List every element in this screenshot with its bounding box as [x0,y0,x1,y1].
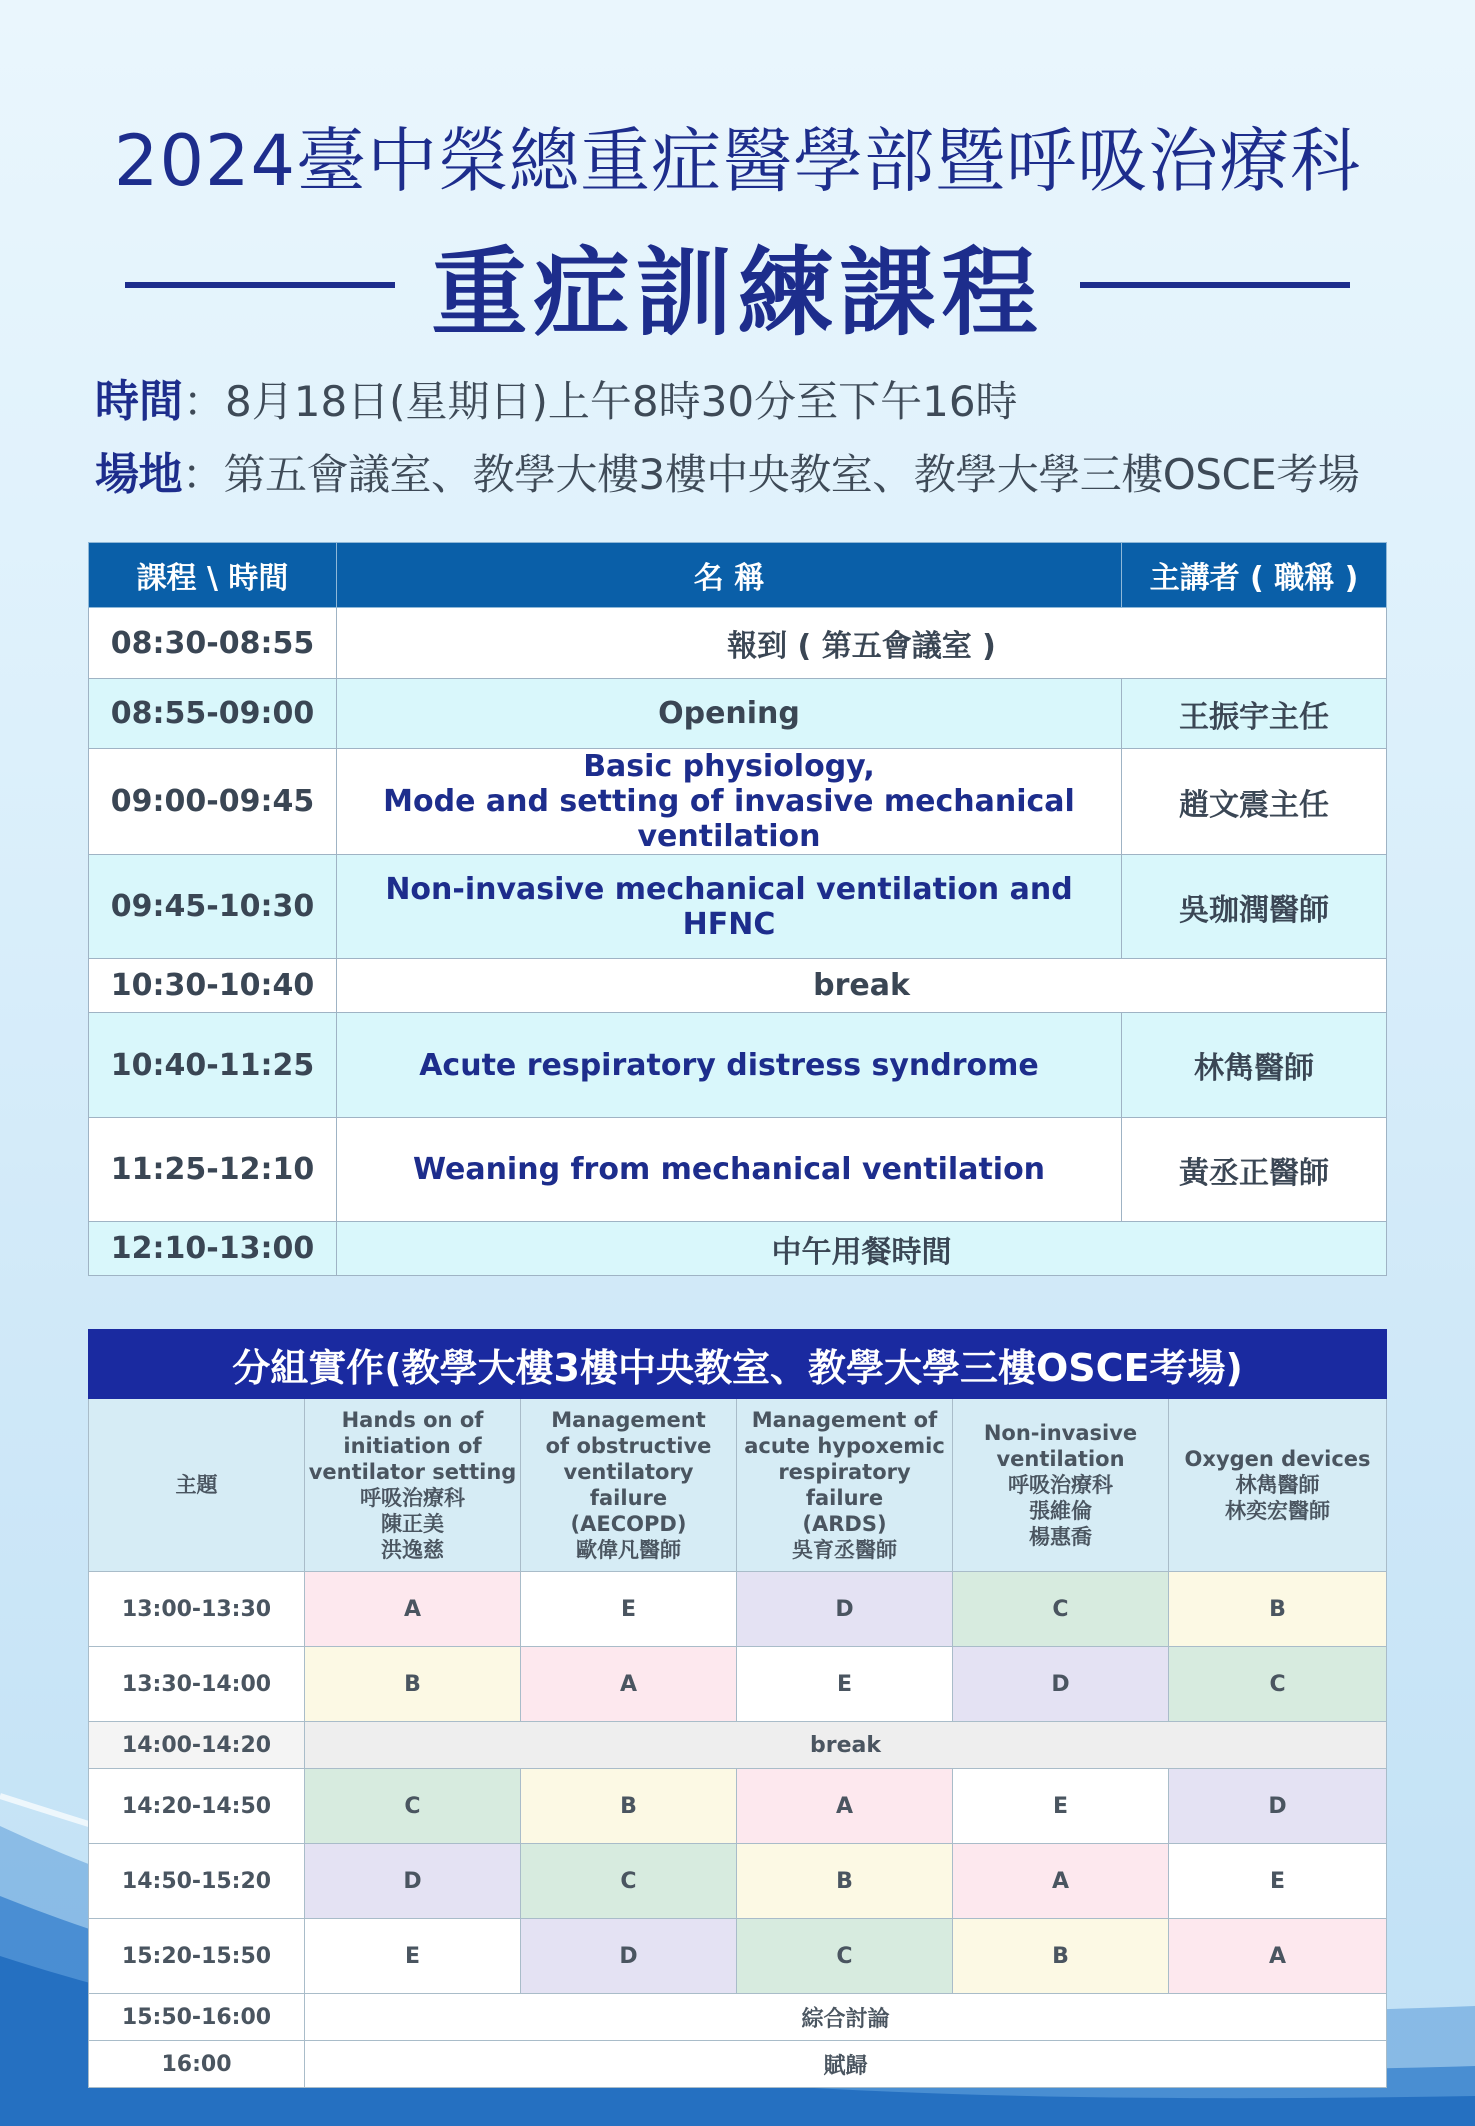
rotation-row [89,2041,1387,2088]
group-cell: B [1169,1572,1387,1647]
group-cell: E [953,1769,1169,1844]
break-cell: break [305,1722,1387,1769]
station-header [1169,1399,1387,1572]
station-header-line: 陳正美 [381,1512,444,1536]
group-cell: B [953,1919,1169,1994]
rotation-row [89,1722,1387,1769]
group-cell: A [953,1844,1169,1919]
rotation-time: 16:00 [89,2041,305,2088]
rotation-time: 15:20-15:50 [89,1919,305,1994]
table-row [89,1013,1387,1118]
time-value: ：8月18日(星期日)上午8時30分至下午16時 [183,377,1018,426]
course-title-line2: 重症訓練課程 [431,236,1044,349]
table-row [89,749,1387,855]
row-topic-line2: Mode and setting of invasive mechanical ventilation [383,784,1075,854]
group-cell: A [521,1647,737,1722]
table-row [89,855,1387,959]
time-label: 時間 [95,376,183,427]
group-cell: B [521,1769,737,1844]
row-topic-line1: Basic physiology, [583,749,875,784]
station-header-line: 林雋醫師 [1235,1473,1320,1497]
workshop-title-row [89,1330,1387,1399]
row-speaker: 趙文震主任 [1122,749,1387,855]
group-cell: A [1169,1919,1387,1994]
row-speaker: 吳珈潤醫師 [1122,855,1387,959]
group-cell: D [521,1919,737,1994]
group-cell: B [305,1647,521,1722]
course-title-line2-row [125,225,1350,349]
station-header [737,1399,953,1572]
group-cell: D [953,1647,1169,1722]
table-row [89,959,1387,1013]
station-header-line: ventilation [996,1447,1125,1471]
row-time: 10:30-10:40 [89,959,337,1013]
station-header-line: Hands on of [341,1408,484,1432]
station-header-line: 林奕宏醫師 [1225,1499,1331,1523]
rotation-row [89,1844,1387,1919]
row-time: 10:40-11:25 [89,1013,337,1118]
rotation-time: 13:30-14:00 [89,1647,305,1722]
group-cell: D [737,1572,953,1647]
group-cell: C [1169,1647,1387,1722]
rotation-row [89,1572,1387,1647]
row-topic: Weaning from mechanical ventilation [337,1118,1122,1222]
station-header-line: initiation of [343,1434,482,1458]
title-divider-left [125,282,395,288]
row-speaker: 黃丞正醫師 [1122,1118,1387,1222]
station-header-line: ventilator setting [308,1460,517,1484]
title-divider-right [1080,282,1350,288]
station-header-line: of obstructive [545,1434,712,1458]
table-row [89,1118,1387,1222]
column-header-topic: 名 稱 [337,543,1122,608]
rotation-row [89,1919,1387,1994]
station-header [953,1399,1169,1572]
station-header-line: acute hypoxemic [744,1434,945,1458]
rotation-time: 14:50-15:20 [89,1844,305,1919]
group-cell: C [305,1769,521,1844]
table-row [89,679,1387,749]
group-cell: E [521,1572,737,1647]
row-topic [337,749,1122,855]
discussion-cell: 綜合討論 [305,1994,1387,2041]
rotation-row [89,1994,1387,2041]
table-header-row [89,543,1387,608]
lecture-schedule-table [88,542,1387,1276]
station-header-line: 吳育丞醫師 [792,1538,897,1562]
station-header-line: Non-invasive [983,1421,1138,1445]
station-header [305,1399,521,1572]
theme-header: 主題 [89,1399,305,1572]
row-topic: Acute respiratory distress syndrome [337,1013,1122,1118]
column-header-speaker: 主講者 ( 職稱 ) [1122,543,1387,608]
station-header-line: 歐偉凡醫師 [576,1538,681,1562]
workshop-header-row [89,1399,1387,1572]
venue-label: 場地 [95,449,182,500]
row-topic: 報到 ( 第五會議室 ) [337,608,1387,679]
time-info [95,365,1018,429]
course-title-line1: 2024臺中榮總重症醫學部暨呼吸治療科 [113,120,1362,202]
row-time: 12:10-13:00 [89,1222,337,1276]
station-header-line: 呼吸治療科 [360,1486,465,1510]
station-header-line: (ARDS) [802,1512,887,1536]
row-time: 08:55-09:00 [89,679,337,749]
group-cell: E [305,1919,521,1994]
station-header-line: 張維倫 [1029,1499,1092,1523]
workshop-title: 分組實作(教學大樓3樓中央教室、教學大學三樓OSCE考場) [89,1330,1387,1399]
row-time: 09:00-09:45 [89,749,337,855]
table-row [89,1222,1387,1276]
column-header-time: 課程 \ 時間 [89,543,337,608]
group-cell: A [305,1572,521,1647]
rotation-row [89,1647,1387,1722]
station-header-line: ventilatory failure [563,1460,694,1510]
rotation-time: 14:20-14:50 [89,1769,305,1844]
group-cell: A [737,1769,953,1844]
rotation-time: 15:50-16:00 [89,1994,305,2041]
workshop-rotation-table [88,1329,1387,2088]
group-cell: C [737,1919,953,1994]
group-cell: E [737,1647,953,1722]
group-cell: E [1169,1844,1387,1919]
station-header-line: Oxygen devices [1184,1447,1371,1471]
rotation-time: 13:00-13:30 [89,1572,305,1647]
rotation-row [89,1769,1387,1844]
row-topic: break [337,959,1387,1013]
station-header-line: (AECOPD) [570,1512,687,1536]
row-time: 08:30-08:55 [89,608,337,679]
station-header-line: Management [551,1408,706,1432]
row-topic: 中午用餐時間 [337,1222,1387,1276]
row-speaker: 林雋醫師 [1122,1013,1387,1118]
row-time: 09:45-10:30 [89,855,337,959]
row-topic: Opening [337,679,1122,749]
group-cell: C [953,1572,1169,1647]
station-header-line: 洪逸慈 [381,1538,444,1562]
station-header-line: 楊惠喬 [1029,1525,1092,1549]
venue-value: ：第五會議室、教學大樓3樓中央教室、教學大學三樓OSCE考場 [182,450,1360,499]
rotation-time: 14:00-14:20 [89,1722,305,1769]
group-cell: C [521,1844,737,1919]
group-cell: D [305,1844,521,1919]
station-header-line: respiratory failure [778,1460,911,1510]
station-header-line: Management of [751,1408,938,1432]
station-header-line: 呼吸治療科 [1008,1473,1113,1497]
dismissal-cell: 賦歸 [305,2041,1387,2088]
venue-info [95,438,1359,502]
station-header [521,1399,737,1572]
group-cell: D [1169,1769,1387,1844]
row-speaker: 王振宇主任 [1122,679,1387,749]
group-cell: B [737,1844,953,1919]
row-time: 11:25-12:10 [89,1118,337,1222]
row-topic: Non-invasive mechanical ventilation and HFNC [337,855,1122,959]
table-row [89,608,1387,679]
